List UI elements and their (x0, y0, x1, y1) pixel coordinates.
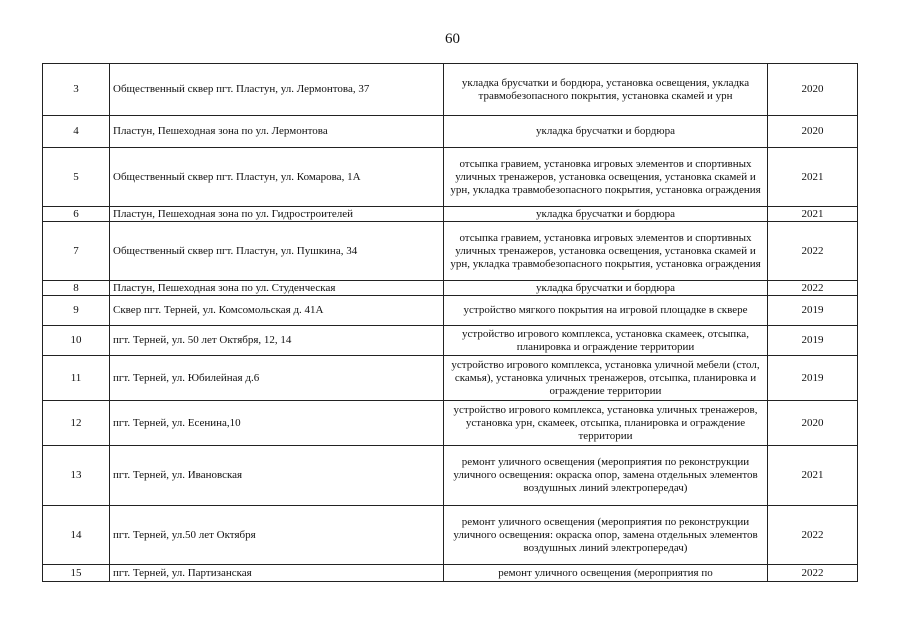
row-year: 2020 (768, 116, 858, 148)
row-address: Пластун, Пешеходная зона по ул. Лермонтова (110, 116, 444, 148)
table-row (43, 296, 858, 326)
row-year: 2022 (768, 281, 858, 296)
row-works: отсыпка гравием, установка игровых элементов и спортивных уличных тренажеров, установка освещения, установка скамей и урн, укладка травмобезопасного покрытия, установка ограждения (444, 148, 768, 207)
row-works: устройство игрового комплекса, установка уличных тренажеров, установка урн, скамеек, отсыпка, планировка и ограждение территории (444, 401, 768, 446)
row-works: ремонт уличного освещения (мероприятия по реконструкции уличного освещения: окраска опор, замена отдельных элементов воздушных линий электропередач) (444, 446, 768, 506)
row-number: 11 (43, 356, 110, 401)
table-row (43, 356, 858, 401)
row-number: 6 (43, 207, 110, 222)
row-address: пгт. Терней, ул. Ивановская (110, 446, 444, 506)
row-address: пгт. Терней, ул.50 лет Октября (110, 506, 444, 565)
row-year: 2021 (768, 446, 858, 506)
row-number: 9 (43, 296, 110, 326)
table-row (43, 207, 858, 222)
table-row (43, 222, 858, 281)
row-number: 15 (43, 565, 110, 582)
row-address: Пластун, Пешеходная зона по ул. Гидростроителей (110, 207, 444, 222)
row-works: устройство игрового комплекса, установка уличной мебели (стол, скамья), установка уличных тренажеров, отсыпка, планировка и ограждение территории (444, 356, 768, 401)
row-works: устройство игрового комплекса, установка скамеек, отсыпка, планировка и ограждение территории (444, 326, 768, 356)
row-works: укладка брусчатки и бордюра, установка освещения, укладка травмобезопасного покрытия, установка скамей и урн (444, 64, 768, 116)
table-row (43, 148, 858, 207)
row-works: устройство мягкого покрытия на игровой площадке в сквере (444, 296, 768, 326)
row-number: 14 (43, 506, 110, 565)
row-address: пгт. Терней, ул. Есенина,10 (110, 401, 444, 446)
row-address: Сквер пгт. Терней, ул. Комсомольская д. 41А (110, 296, 444, 326)
row-year: 2021 (768, 207, 858, 222)
row-address: Общественный сквер пгт. Пластун, ул. Комарова, 1А (110, 148, 444, 207)
table-row (43, 116, 858, 148)
row-number: 5 (43, 148, 110, 207)
row-works: ремонт уличного освещения (мероприятия по (444, 565, 768, 582)
row-works: укладка брусчатки и бордюра (444, 281, 768, 296)
row-works: отсыпка гравием, установка игровых элементов и спортивных уличных тренажеров, установка освещения, установка скамей и урн, укладка травмобезопасного покрытия, установка ограждения (444, 222, 768, 281)
row-number: 8 (43, 281, 110, 296)
row-year: 2021 (768, 148, 858, 207)
row-address: Общественный сквер пгт. Пластун, ул. Лермонтова, 37 (110, 64, 444, 116)
row-number: 3 (43, 64, 110, 116)
improvement-table (42, 63, 858, 582)
table-row (43, 565, 858, 582)
row-address: пгт. Терней, ул. 50 лет Октября, 12, 14 (110, 326, 444, 356)
row-number: 4 (43, 116, 110, 148)
row-works: укладка брусчатки и бордюра (444, 116, 768, 148)
row-works: ремонт уличного освещения (мероприятия по реконструкции уличного освещения: окраска опор, замена отдельных элементов воздушных линий электропередач) (444, 506, 768, 565)
row-year: 2022 (768, 222, 858, 281)
row-year: 2019 (768, 356, 858, 401)
row-number: 7 (43, 222, 110, 281)
row-year: 2020 (768, 401, 858, 446)
table-row (43, 281, 858, 296)
row-year: 2019 (768, 326, 858, 356)
table-row (43, 64, 858, 116)
row-number: 10 (43, 326, 110, 356)
row-year: 2019 (768, 296, 858, 326)
row-address: пгт. Терней, ул. Юбилейная д.6 (110, 356, 444, 401)
table-row (43, 326, 858, 356)
table-row (43, 401, 858, 446)
row-number: 12 (43, 401, 110, 446)
row-address: пгт. Терней, ул. Партизанская (110, 565, 444, 582)
table-row (43, 446, 858, 506)
row-address: Общественный сквер пгт. Пластун, ул. Пушкина, 34 (110, 222, 444, 281)
row-year: 2020 (768, 64, 858, 116)
row-year: 2022 (768, 506, 858, 565)
row-works: укладка брусчатки и бордюра (444, 207, 768, 222)
row-address: Пластун, Пешеходная зона по ул. Студенческая (110, 281, 444, 296)
row-year: 2022 (768, 565, 858, 582)
table-row (43, 506, 858, 565)
page-number: 60 (445, 31, 460, 47)
row-number: 13 (43, 446, 110, 506)
